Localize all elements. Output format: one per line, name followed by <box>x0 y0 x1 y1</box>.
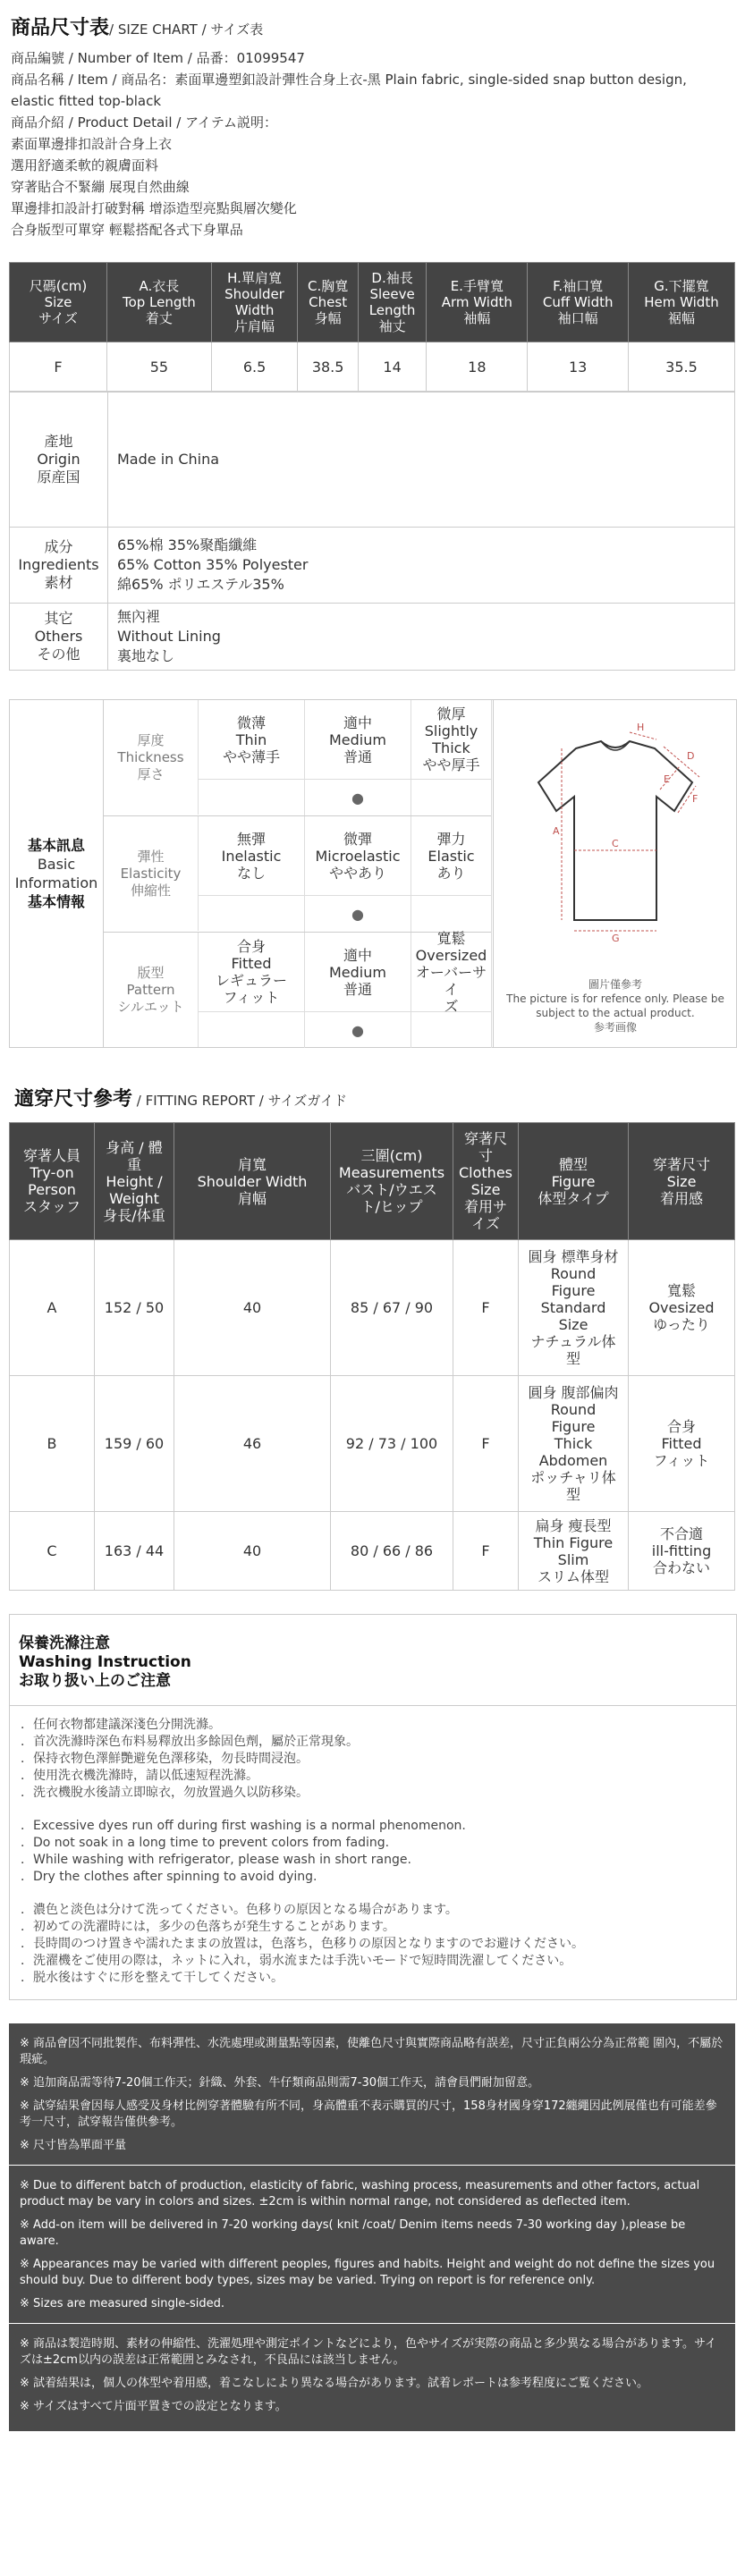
pattern-selected-dot: ● <box>305 1012 411 1048</box>
diagram-letter-c: C <box>612 838 619 849</box>
size-table <box>9 262 735 392</box>
notice-divider <box>9 2165 735 2166</box>
size-cell: 6.5 <box>211 342 298 392</box>
notice-line: ※ Add-on item will be delivered in 7-20 working days( knit /coat/ Denim items needs 7-30 working day ),please be aware. <box>20 2218 686 2248</box>
elasticity-label: 彈性 Elasticity 伸縮性 <box>104 816 199 931</box>
info-line: 商品編號 / Number of Item / 品番：01099547 <box>11 50 305 66</box>
diagram-letter-a: A <box>553 825 560 837</box>
thickness-dot-empty <box>199 780 305 816</box>
info-line: 素面單邊排扣設計合身上衣 <box>11 136 173 152</box>
size-cell: 35.5 <box>628 342 734 392</box>
thickness-option-thick: 微厚 Slightly Thick やや厚手 <box>411 700 492 780</box>
notice-line: ※ 商品會因不同批製作、布料彈性、水洗處理或測量點等因素，使離色尺寸與實際商品略有誤差，尺寸正負兩公分為正常範 圍內，不屬於瑕疵。 <box>20 2037 724 2066</box>
diagram-letter-d: D <box>687 750 695 762</box>
meta-table <box>9 392 735 671</box>
washing-line: ．While washing with refrigerator, please wash in short range. <box>21 1853 411 1867</box>
info-line: 穿著貼合不緊繃 展現自然曲線 <box>11 179 190 195</box>
info-line: elastic fitted top-black <box>11 93 162 109</box>
washing-line: ．長時間のつけ置きや濡れたままの放置は，色落ち，色移りの原因となりますのでお避けください。 <box>21 1937 584 1951</box>
pattern-option-fitted: 合身 Fitted レギュラー フィット <box>199 933 305 1012</box>
info-line: 商品介紹 / Product Detail / アイテム説明： <box>11 114 277 131</box>
size-table-header <box>10 263 735 342</box>
size-cell: 55 <box>107 342 212 392</box>
height-weight-cell: 152 / 50 <box>95 1240 174 1376</box>
washing-line: ．脱水後はすぐに形を整えて干してください。 <box>21 1971 284 1985</box>
origin-label: 產地 Origin 原産国 <box>10 393 108 528</box>
height-weight-cell: 163 / 44 <box>95 1512 174 1591</box>
others-value: 無內裡 Without Lining 裏地なし <box>108 604 735 671</box>
notice-line: ※ 追加商品需等待7-20個工作天；針織、外套、牛仔類商品則需7-30個工作天，請會員們耐加留意。 <box>20 2076 540 2090</box>
others-row <box>10 604 735 671</box>
garment-diagram <box>493 700 737 1047</box>
washing-instruction <box>9 1614 737 2000</box>
size-cell: F <box>453 1240 519 1376</box>
elasticity-option-elastic: 彈力 Elastic あり <box>411 816 492 896</box>
page-subtitle: / SIZE CHART / サイズ表 <box>109 21 264 38</box>
basic-info-panel <box>9 699 737 1048</box>
notice-line: ※ Due to different batch of production, elasticity of fabric, washing process, measurements and other factors, actual product may be vary in colors and sizes. ±2cm is within normal range, not considered as deflected item. <box>20 2179 700 2209</box>
header-top-length: A.衣長 Top Length 着丈 <box>107 263 212 342</box>
header-fit: 穿著尺寸 Size 着用感 <box>629 1123 735 1240</box>
header-size: 尺碼(cm) Size サイズ <box>10 263 107 342</box>
measurements-cell: 85 / 67 / 90 <box>331 1240 453 1376</box>
diagram-letter-h: H <box>637 722 645 733</box>
person-cell: A <box>10 1240 95 1376</box>
measurements-cell: 80 / 66 / 86 <box>331 1512 453 1591</box>
washing-line: ．Excessive dyes run off during first washing is a normal phenomenon. <box>21 1819 466 1833</box>
washing-line: ．洗濯機をご使用の際は，ネットに入れ，弱水流または手洗いモードで短時間洗濯してください。 <box>21 1954 572 1968</box>
washing-line: ．初めての洗濯時には，多少の色落ちが発生することがあります。 <box>21 1920 395 1934</box>
header-person: 穿著人員 Try-on Person スタッフ <box>10 1123 95 1240</box>
thickness-option-thin: 微薄 Thin やや薄手 <box>199 700 305 780</box>
info-line: 單邊排扣設計打破對稱 增添造型亮點與層次變化 <box>11 200 297 216</box>
info-line: 合身版型可單穿 輕鬆搭配各式下身單品 <box>11 222 243 238</box>
shoulder-cell: 40 <box>174 1240 331 1376</box>
header-shoulder: 肩寬 Shoulder Width 肩幅 <box>174 1123 331 1240</box>
notice-divider <box>9 2323 735 2324</box>
pattern-dot-empty <box>411 1012 492 1048</box>
fit-cell: 不合適 ill-fitting 合わない <box>629 1512 735 1591</box>
washing-line: ．洗衣機脫水後請立即晾衣，勿放置過久以防移染。 <box>21 1786 309 1800</box>
notice-line: ※ 試着結果は，個人の体型や着用感，着こなしにより異なる場合があります。試着レポートは参考程度にご覧ください。 <box>20 2377 648 2390</box>
figure-cell: 扁身 瘦長型 Thin Figure Slim スリム体型 <box>519 1512 629 1591</box>
pattern-dot-empty <box>199 1012 305 1048</box>
height-weight-cell: 159 / 60 <box>95 1376 174 1512</box>
info-line: 選用舒適柔軟的親膚面料 <box>11 157 159 173</box>
basic-info-label: 基本訊息 Basic Information 基本情報 <box>10 700 104 1047</box>
header-measurements: 三圍(cm) Measurements バスト/ウエス ト/ヒップ <box>331 1123 453 1240</box>
ingredients-label: 成分 Ingredients 素材 <box>10 528 108 604</box>
others-label: 其它 Others その他 <box>10 604 108 671</box>
washing-line: ．保持衣物色澤鮮艷避免色澤移染，勿長時間浸泡。 <box>21 1752 309 1766</box>
header-arm-width: E.手臂寬 Arm Width 袖幅 <box>427 263 528 342</box>
notice-line: ※ サイズはすべて片面平置きでの設定となります。 <box>20 2400 287 2413</box>
ingredients-value: 65%棉 35%聚酯纖維 65% Cotton 35% Polyester 綿65% ポリエステル35% <box>108 528 735 604</box>
washing-line: ．濃色と淡色は分けて洗ってください。色移りの原因となる場合があります。 <box>21 1903 458 1917</box>
notice-line: ※ Sizes are measured single-sided. <box>20 2297 225 2310</box>
elasticity-selected-dot: ● <box>305 896 411 933</box>
fitting-row <box>10 1512 735 1591</box>
size-cell: 38.5 <box>298 342 359 392</box>
pattern-label: 版型 Pattern シルエット <box>104 933 199 1047</box>
elasticity-option-inelastic: 無彈 Inelastic なし <box>199 816 305 896</box>
washing-line: ．Dry the clothes after spinning to avoid dying. <box>21 1870 317 1884</box>
pattern-option-oversized: 寬鬆 Oversized オーバーサイ ズ <box>411 933 492 1012</box>
fitting-table <box>9 1122 735 1591</box>
fit-cell: 合身 Fitted フィット <box>629 1376 735 1512</box>
page-title: 商品尺寸表 <box>11 17 110 39</box>
ingredients-row <box>10 528 735 604</box>
elasticity-option-microelastic: 微彈 Microelastic ややあり <box>305 816 411 896</box>
notice-panel <box>9 2023 735 2431</box>
notice-line: ※ 尺寸皆為單面平量 <box>20 2139 127 2152</box>
fit-cell: 寬鬆 Ovesized ゆったり <box>629 1240 735 1376</box>
shoulder-cell: 40 <box>174 1512 331 1591</box>
elasticity-dot-empty <box>411 896 492 933</box>
thickness-selected-dot: ● <box>305 780 411 816</box>
diagram-caption: 圖片僅參考 The picture is for refence only. Please be subject to the actual product. 参考画像 <box>506 978 724 1034</box>
measurements-cell: 92 / 73 / 100 <box>331 1376 453 1512</box>
header-figure: 體型 Figure 体型タイプ <box>519 1123 629 1240</box>
chart-header <box>0 0 745 44</box>
size-cell: F <box>10 342 107 392</box>
notice-line: ※ 商品は製造時期、素材の伸縮性、洗濯処理や測定ポイントなどにより，色やサイズが実際の商品と多少異なる場合があります。サイズは±2cm以内の誤差は正常範囲とみなされ，不良品には該当しません。 <box>20 2337 717 2367</box>
shoulder-cell: 46 <box>174 1376 331 1512</box>
washing-title: 保養洗滌注意 Washing Instruction お取り扱い上のご注意 <box>10 1615 736 1706</box>
product-info <box>0 44 745 241</box>
header-hem-width: G.下擺寬 Hem Width 裾幅 <box>628 263 734 342</box>
size-cell: 13 <box>528 342 629 392</box>
origin-value: Made in China <box>108 393 735 528</box>
fitting-report-title: 適穿尺寸參考 / FITTING REPORT / サイズガイド <box>14 1088 347 1111</box>
size-cell: 18 <box>427 342 528 392</box>
diagram-letter-e: E <box>664 773 670 785</box>
fitting-row <box>10 1376 735 1512</box>
header-shoulder-width: H.單肩寬 Shoulder Width 片肩幅 <box>211 263 298 342</box>
washing-line: ．使用洗衣機洗滌時，請以低速短程洗滌。 <box>21 1769 258 1783</box>
fitting-row <box>10 1240 735 1376</box>
elasticity-dot-empty <box>199 896 305 933</box>
figure-cell: 圓身 標準身材 Round Figure Standard Size ナチュラル体 型 <box>519 1240 629 1376</box>
header-cuff-width: F.袖口寬 Cuff Width 袖口幅 <box>528 263 629 342</box>
notice-line: ※ Appearances may be varied with different peoples, figures and habits. Height and weight do not define the sizes you should buy. Due to different body types, sizes may be varied. Trying on report is for reference only. <box>20 2258 715 2287</box>
info-line: 商品名稱 / Item / 商品名：素面單邊塑釦設計彈性合身上衣-黑 Plain fabric, single-sided snap button design, <box>11 72 687 88</box>
fitting-header <box>10 1123 735 1240</box>
header-sleeve-length: D.袖長 Sleeve Length 袖丈 <box>358 263 426 342</box>
header-clothes-size: 穿著尺 寸 Clothes Size 着用サ イズ <box>453 1123 519 1240</box>
thickness-label: 厚度 Thickness 厚さ <box>104 700 199 815</box>
size-cell: 14 <box>358 342 426 392</box>
diagram-letter-g: G <box>612 933 620 944</box>
thickness-option-medium: 適中 Medium 普通 <box>305 700 411 780</box>
diagram-letter-f: F <box>692 793 698 805</box>
figure-cell: 圓身 腹部偏肉 Round Figure Thick Abdomen ポッチャリ体 型 <box>519 1376 629 1512</box>
size-cell: F <box>453 1376 519 1512</box>
header-height-weight: 身高 / 體 重 Height / Weight 身長/体重 <box>95 1123 174 1240</box>
size-row <box>10 342 735 392</box>
pattern-option-medium: 適中 Medium 普通 <box>305 933 411 1012</box>
notice-line: ※ 試穿結果會因每人感受及身材比例穿著體驗有所不同，身高體重不表示購買的尺寸，158身材國身穿172纏繩因此例展僅也有可能差參考一尺寸，試穿報告僅供參考。 <box>20 2099 717 2129</box>
washing-line: ．Do not soak in a long time to prevent colors from fading. <box>21 1836 390 1850</box>
person-cell: C <box>10 1512 95 1591</box>
size-cell: F <box>453 1512 519 1591</box>
header-chest: C.胸寬 Chest 身幅 <box>298 263 359 342</box>
washing-line: ．任何衣物都建議深淺色分開洗滌。 <box>21 1718 221 1732</box>
washing-body <box>10 1706 736 1999</box>
origin-row <box>10 393 735 528</box>
tshirt-outline-icon <box>494 700 737 977</box>
thickness-dot-empty <box>411 780 492 816</box>
person-cell: B <box>10 1376 95 1512</box>
washing-line: ．首次洗滌時深色布料易釋放出多餘固色劑，屬於正常現象。 <box>21 1735 359 1749</box>
